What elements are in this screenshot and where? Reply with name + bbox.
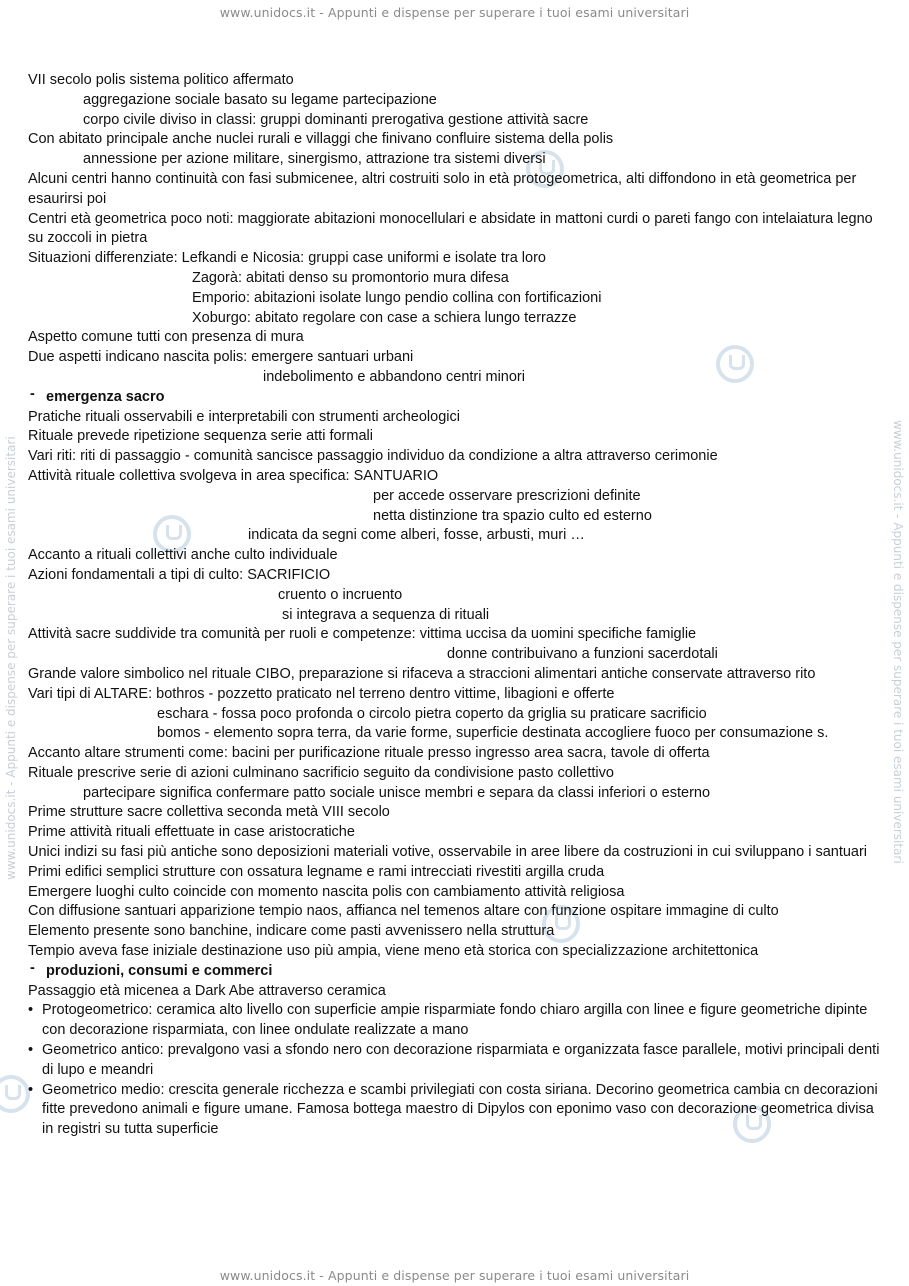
text-line bbox=[28, 467, 888, 487]
text-line bbox=[28, 823, 888, 843]
text-line bbox=[28, 130, 888, 150]
text-line-content: Rituale prescrive serie di azioni culminano sacrificio seguito da condivisione pasto collettivo bbox=[28, 764, 614, 781]
text-line bbox=[28, 586, 888, 606]
text-line bbox=[28, 982, 888, 1002]
dash-bullet-icon: - bbox=[30, 385, 35, 402]
text-line bbox=[28, 744, 888, 764]
text-line bbox=[28, 606, 888, 626]
text-line bbox=[28, 724, 888, 744]
right-side-watermark: www.unidocs.it - Appunti e dispense per superare i tuoi esami universitari bbox=[891, 420, 905, 864]
text-line bbox=[28, 625, 888, 645]
watermark-logo-icon bbox=[0, 1075, 30, 1113]
text-line bbox=[28, 526, 888, 546]
text-line-content: Attività sacre suddivide tra comunità per ruoli e competenze: vittima uccisa da uomini specifiche famiglie bbox=[28, 626, 697, 643]
text-line-content: per accede osservare prescrizioni definite bbox=[373, 487, 641, 504]
text-line bbox=[28, 249, 888, 269]
text-line bbox=[28, 289, 888, 309]
text-line-content: Accanto a rituali collettivi anche culto individuale bbox=[28, 547, 338, 564]
text-line-content: Centri età geometrica poco noti: maggiorate abitazioni monocellulari e absidate in mattoni curdi o pareti fango con intelaiatura legno su zoccoli in pietra bbox=[28, 210, 873, 247]
section-heading-text: emergenza sacro bbox=[46, 388, 165, 405]
text-line bbox=[28, 91, 888, 111]
text-line-content: Rituale prevede ripetizione sequenza serie atti formali bbox=[28, 428, 373, 445]
text-line-content: indicata da segni come alberi, fosse, arbusti, muri … bbox=[248, 527, 585, 544]
text-line bbox=[28, 427, 888, 447]
text-line-content: Azioni fondamentali a tipi di culto: SACRIFICIO bbox=[28, 566, 331, 583]
text-line bbox=[28, 863, 888, 883]
text-line-content: bomos - elemento sopra terra, da varie forme, superficie destinata accogliere fuoco per consumazione s. bbox=[157, 725, 829, 742]
bullet-item-text: Geometrico medio: crescita generale ricchezza e scambi privilegiati con costa siriana. Decorino geometrica cambia cn decorazioni fitte prevedono animali e figure umane. Famosa bottega maestro di Dipylos con eponimo vaso con decorazione geometrica divisa in registri su tutta superficie bbox=[42, 1081, 878, 1138]
text-line-content: si integrava a sequenza di rituali bbox=[282, 606, 490, 623]
text-line-content: Prime attività rituali effettuate in case aristocratiche bbox=[28, 824, 355, 841]
bullet-item bbox=[28, 1041, 888, 1081]
text-line bbox=[28, 546, 888, 566]
text-line-content: Zagorà: abitati denso su promontorio mura difesa bbox=[192, 269, 509, 286]
text-line-content: corpo civile diviso in classi: gruppi dominanti prerogativa gestione attività sacre bbox=[83, 111, 589, 128]
text-line-content: aggregazione sociale basato su legame partecipazione bbox=[83, 91, 437, 108]
bullet-dot-icon: • bbox=[28, 1042, 34, 1059]
text-line-content: Con abitato principale anche nuclei rurali e villaggi che finivano confluire sistema della polis bbox=[28, 131, 614, 148]
document-body bbox=[28, 71, 888, 1140]
text-line-content: Due aspetti indicano nascita polis: emergere santuari urbani bbox=[28, 349, 414, 366]
text-line bbox=[28, 843, 888, 863]
text-line bbox=[28, 705, 888, 725]
text-line-content: Prime strutture sacre collettiva seconda metà VIII secolo bbox=[28, 804, 390, 821]
dash-bullet-icon: - bbox=[30, 959, 35, 976]
text-line bbox=[28, 566, 888, 586]
text-line-content: partecipare significa confermare patto sociale unisce membri e separa da classi inferiori o esterno bbox=[83, 784, 711, 801]
text-line bbox=[28, 665, 888, 685]
bullet-item bbox=[28, 1001, 888, 1041]
section-heading bbox=[28, 959, 888, 982]
text-line-content: Passaggio età micenea a Dark Abe attraverso ceramica bbox=[28, 982, 386, 999]
text-line-content: Vari riti: riti di passaggio - comunità sancisce passaggio individuo da condizione a altra attraverso cerimonie bbox=[28, 448, 718, 465]
text-line bbox=[28, 111, 888, 131]
text-line bbox=[28, 150, 888, 170]
text-line-content: annessione per azione militare, sinergismo, attrazione tra sistemi diversi bbox=[83, 151, 546, 168]
bullet-dot-icon: • bbox=[28, 1002, 34, 1019]
text-line bbox=[28, 764, 888, 784]
text-line-content: donne contribuivano a funzioni sacerdotali bbox=[447, 646, 718, 663]
text-line-content: cruento o incruento bbox=[278, 586, 403, 603]
text-line-content: Grande valore simbolico nel rituale CIBO, preparazione si rifaceva a straccioni alimentari antiche conservate attraverso rito bbox=[28, 665, 816, 682]
text-line-content: Pratiche rituali osservabili e interpretabili con strumenti archeologici bbox=[28, 408, 460, 425]
text-line bbox=[28, 942, 888, 962]
text-line-content: Situazioni differenziate: Lefkandi e Nicosia: gruppi case uniformi e isolate tra loro bbox=[28, 250, 546, 267]
bullet-item bbox=[28, 1081, 888, 1140]
section-heading bbox=[28, 385, 888, 408]
text-line-content: netta distinzione tra spazio culto ed esterno bbox=[373, 507, 652, 524]
text-line-content: Emporio: abitazioni isolate lungo pendio collina con fortificazioni bbox=[192, 289, 602, 306]
text-line-content: VII secolo polis sistema politico affermato bbox=[28, 72, 294, 88]
text-line bbox=[28, 803, 888, 823]
text-line bbox=[28, 348, 888, 368]
text-line-content: Attività rituale collettiva svolgeva in area specifica: SANTUARIO bbox=[28, 467, 439, 484]
text-line bbox=[28, 71, 888, 91]
text-line bbox=[28, 368, 888, 388]
text-line bbox=[28, 685, 888, 705]
text-line bbox=[28, 883, 888, 903]
footer-watermark: www.unidocs.it - Appunti e dispense per superare i tuoi esami universitari bbox=[219, 1268, 690, 1283]
text-line-content: Alcuni centri hanno continuità con fasi submicenee, altri costruiti solo in età protogeometrica, alti diffondono in età geometrica per esaurirsi poi bbox=[28, 170, 857, 207]
text-line-content: Emergere luoghi culto coincide con momento nascita polis con cambiamento attività religiosa bbox=[28, 883, 625, 900]
text-line-content: Con diffusione santuari apparizione tempio naos, affianca nel temenos altare con funzione ospitare immagine di culto bbox=[28, 903, 779, 920]
text-line bbox=[28, 902, 888, 922]
text-line bbox=[28, 328, 888, 348]
text-line-content: Xoburgo: abitato regolare con case a schiera lungo terrazze bbox=[192, 309, 577, 326]
bullet-dot-icon: • bbox=[28, 1081, 34, 1098]
text-line bbox=[28, 210, 888, 250]
bullet-item-text: Protogeometrico: ceramica alto livello con superficie ampie risparmiate fondo chiaro argilla con linee e figure geometriche dipinte con decorazione risparmiata, con linee ondulate realizzate a mano bbox=[42, 1002, 868, 1039]
text-line bbox=[28, 269, 888, 289]
text-line-content: Accanto altare strumenti come: bacini per purificazione rituale presso ingresso area sacra, tavole di offerta bbox=[28, 745, 710, 762]
text-line-content: Elemento presente sono banchine, indicare come pasti avvenissero nella struttura bbox=[28, 923, 555, 940]
bullet-item-text: Geometrico antico: prevalgono vasi a sfondo nero con decorazione risparmiata e organizzata fasce parallele, motivi principali denti di lupo e meandri bbox=[42, 1042, 880, 1078]
section-heading-text: produzioni, consumi e commerci bbox=[46, 962, 273, 979]
text-line bbox=[28, 784, 888, 804]
text-line-content: eschara - fossa poco profonda o circolo pietra coperto da griglia su praticare sacrificio bbox=[157, 705, 707, 722]
text-line bbox=[28, 922, 888, 942]
text-line-content: Tempio aveva fase iniziale destinazione uso più ampia, viene meno età storica con specializzazione architettonica bbox=[28, 943, 759, 960]
text-line bbox=[28, 447, 888, 467]
text-line-content: Primi edifici semplici strutture con ossatura legname e rami intrecciati rivestiti argilla cruda bbox=[28, 863, 605, 880]
text-line bbox=[28, 408, 888, 428]
text-line-content: Vari tipi di ALTARE: bothros - pozzetto praticato nel terreno dentro vittime, libagioni e offerte bbox=[28, 685, 615, 702]
text-line-content: Unici indizi su fasi più antiche sono deposizioni materiali votive, osservabile in aree libere da costruzioni in cui sviluppano i santuari bbox=[28, 844, 868, 861]
text-line-content: indebolimento e abbandono centri minori bbox=[263, 368, 525, 385]
text-line bbox=[28, 309, 888, 329]
text-line bbox=[28, 170, 888, 210]
text-line bbox=[28, 487, 888, 507]
text-line bbox=[28, 645, 888, 665]
text-line-content: Aspetto comune tutti con presenza di mura bbox=[28, 329, 304, 346]
text-line bbox=[28, 507, 888, 527]
header-watermark: www.unidocs.it - Appunti e dispense per superare i tuoi esami universitari bbox=[219, 5, 690, 20]
left-side-watermark: www.unidocs.it - Appunti e dispense per superare i tuoi esami universitari bbox=[4, 436, 18, 880]
